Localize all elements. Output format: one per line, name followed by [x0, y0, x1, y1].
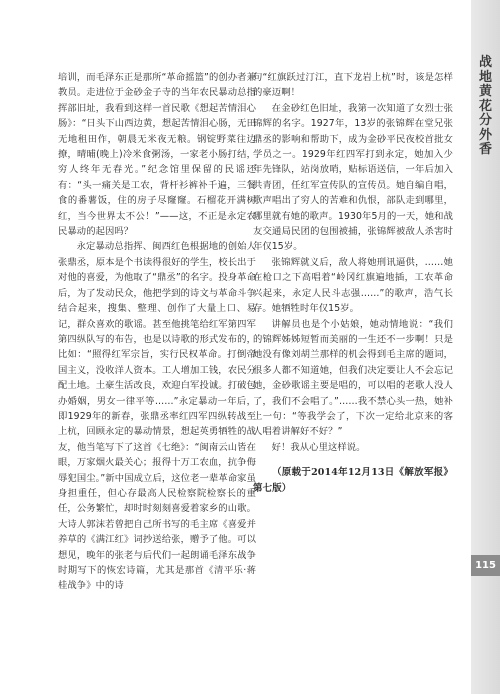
source-note: （原载于2014年12月13日《解放军报》第七版） — [253, 467, 453, 494]
section-title-char: 战 — [478, 55, 492, 70]
page-number: 115 — [471, 555, 500, 576]
left-column — [58, 70, 256, 594]
section-title-char: 外 — [478, 127, 492, 143]
right-column-paragraphs — [253, 70, 453, 455]
left-paragraph: 培训，而毛泽东正是那所“革命摇篮”的创办者兼教员。走进位于金砂金子寺的当年农民暴动总指挥部旧址，我看到这样一首民歌《想起苦情泪心肠》：“日头下山西边黄，想起苦情泪心肠，无田无地租田作，朝晨无米夜无粮。钢锭野菜往边撩，晴晡(晚上)冷米食粥汤，一家老小肠打结，穷人终年无春光。”纪念馆里保留的民谣还有：“头一痛关是工农，背杆衫裤补千遍，三餐食的番薯饭，住的房子尽窿窿。石榴花开满树红，当今世界太不公！”——这，不正是永定农民暴动的起因吗？ — [58, 72, 256, 238]
section-title-char: 分 — [478, 113, 492, 128]
section-title-char: 黄 — [478, 84, 492, 99]
section-title-char: 花 — [478, 98, 492, 114]
right-paragraph: 讲解员也是个小姑娘，她动情地说：“我们的锦辉姊姊短暂而美丽的一生还不一步啊！只是她没有像刘胡兰那样的机会得到毛主席的题词，很多人都不知道她，但我们决定要让人不会忘记她，金砂歌谣主要是唱的，可以唱的老歌人没人了，我们不会唱了。”……我不禁心头一热，她补上一句：“等我学会了，下次一定给北京来的客人唱着讲解好不好？” — [253, 318, 453, 438]
section-title — [471, 56, 500, 158]
right-paragraph: 在金砂红色旧址，我第一次知道了女烈士张锦辉的名字。1927年，13岁的张锦辉在堂兄张鼎丞的影响和帮助下，成为金砂平民夜校首批女学员之一。1929年红四军打到永定，她加入少年先锋队，站岗放哨，贴标语送信，一年后加入共青团，任红军宣传队的宣传员。她自编自唱，歌声唱出了穷人的苦难和仇恨，部队走到哪里，哪里就有她的歌声。1930年5月的一天，她和战友交通局民团的包围被捕，张锦辉被敌人杀害时年仅15岁。 — [253, 102, 453, 253]
right-column — [253, 70, 453, 496]
right-paragraph: 句“红旗跃过汀江，直下龙岩上杭”时，该是怎样的豪迈啊！ — [253, 72, 453, 99]
section-title-char: 地 — [478, 69, 492, 85]
section-title-char: 香 — [478, 142, 492, 157]
right-paragraph: 好！我从心里这样说。 — [271, 441, 366, 453]
right-paragraph: 张锦辉就义后，敌人将她刑讯逼供，……她在枪口之下高唱着“岭冈红旗遍地插，工农革命兴起来，永定人民斗志强……”的歌声，浩气长存。她牺牲时年仅15岁。 — [253, 256, 453, 315]
left-paragraph: 永定暴动总指挥、闽西红色根据地的创始人张鼎丞，原本是个书读得很好的学生，校长出于对他的喜爱，为他取了“鼎丞”的名字。投身革命后，为了发动民众，他把学到的诗文与革命斗争结合起来，搜集、整理、创作了大量上口、易记，群众喜欢的歌谣。甚至他挑笔给红军第四军第四纵队写的布告，也是以诗歌的形式发布的，比如：“照得红军宗旨，实行民权革命。打倒帝国主义，没收洋人资本。工人增加工钱，农民分配土地。土豪生活改良，欢迎白军投诚。打破包办婚姻，男女一律平等……”永定暴动一年后，即1929年的新春，张鼎丞率红四军四纵转战至上杭，回顾永定的暴动情景，想起英勇牺牲的战友，他当笔写下了这首《七绝》：“闽南云山皆在眼，万家烟火最关心；报得十万工农血，抗争侮辱犯国尘。”新中国成立后，这位老一辈革命家虽身担重任，但心存最高人民检察院检察长的重任，公务繁忙，却时时刻刻喜爱着家乡的山歌。大诗人郭沫若曾把自己所书写的毛主席《喜爱并养草的《满江红》词抄送给张，赠予了他。可以想见，晚年的张老与后代们一起朗诵毛泽东战争时期写下的恢宏诗篇，尤其是那首《清平乐·蒋桂战争》中的诗 — [58, 241, 256, 592]
